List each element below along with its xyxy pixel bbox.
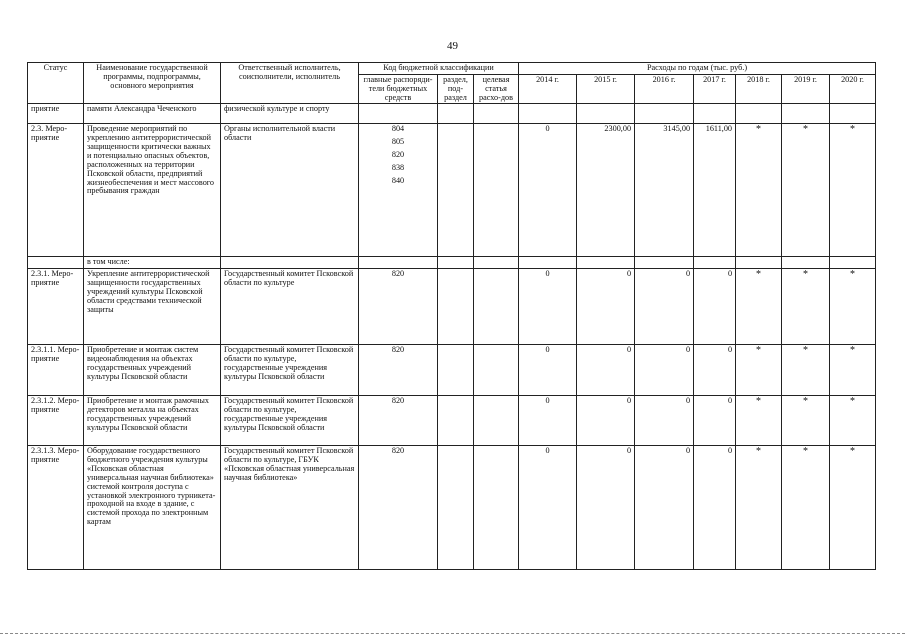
row-grbs-codes [359, 396, 438, 446]
header-budget-code: Код бюджетной классификации [359, 63, 519, 75]
table-row [28, 269, 876, 345]
grbs-code: 804 [391, 124, 405, 134]
row-name: памяти Александра Чеченского [84, 104, 221, 124]
header-year: 2020 г. [830, 74, 876, 104]
row-year-value: * [830, 124, 876, 257]
row-year-value: 0 [577, 396, 635, 446]
row-name: Приобретение и монтаж рамочных детекторов металла на объектах государственных учреждений культуры Псковской области [84, 396, 221, 446]
table-row [28, 257, 876, 269]
row-status [28, 257, 84, 269]
row-responsible: Государственный комитет Псковской области по культуре, государственные учреждения культуры Псковской области [221, 396, 359, 446]
row-year-value: 0 [577, 269, 635, 345]
header-target: целевая статья расхо-дов [474, 74, 519, 104]
row-year-value: * [782, 345, 830, 396]
row-target [474, 396, 519, 446]
row-year-value: 0 [519, 269, 577, 345]
table-row [28, 396, 876, 446]
table-row [28, 124, 876, 257]
row-year-value: 0 [519, 446, 577, 570]
grbs-code: 820 [391, 446, 405, 456]
row-year-value: 1611,00 [694, 124, 736, 257]
table-row [28, 104, 876, 124]
header-year: 2016 г. [635, 74, 694, 104]
row-section [438, 124, 474, 257]
row-target [474, 269, 519, 345]
row-year-value: * [736, 269, 782, 345]
row-year-value: 0 [635, 345, 694, 396]
row-year-value [736, 104, 782, 124]
row-year-value: * [830, 396, 876, 446]
row-year-value: 0 [635, 269, 694, 345]
row-year-value: 0 [694, 446, 736, 570]
row-year-value [577, 104, 635, 124]
grbs-code: 820 [391, 150, 405, 160]
grbs-code: 840 [391, 175, 405, 185]
row-year-value: * [830, 446, 876, 570]
grbs-code: 820 [391, 269, 405, 279]
row-year-value [782, 257, 830, 269]
row-name: Приобретение и монтаж систем видеонаблюдения на объектах государственных учреждений культуры Псковской области [84, 345, 221, 396]
header-expenses: Расходы по годам (тыс. руб.) [519, 63, 876, 75]
row-status: 2.3.1.3. Меро-приятие [28, 446, 84, 570]
header-section: раздел, под-раздел [438, 74, 474, 104]
row-year-value: * [736, 396, 782, 446]
row-name: Укрепление антитеррористической защищенности государственных учреждений культуры Псковской области средствами технической защиты [84, 269, 221, 345]
row-responsible: физической культуре и спорту [221, 104, 359, 124]
row-year-value: * [736, 345, 782, 396]
row-year-value: * [782, 269, 830, 345]
row-year-value: * [782, 124, 830, 257]
row-year-value [694, 257, 736, 269]
grbs-code: 805 [391, 137, 405, 147]
row-year-value: 2300,00 [577, 124, 635, 257]
row-grbs-codes [359, 345, 438, 396]
grbs-code: 838 [391, 163, 405, 173]
row-year-value [694, 104, 736, 124]
row-year-value: 0 [519, 124, 577, 257]
row-year-value: * [782, 446, 830, 570]
header-responsible: Ответственный исполнитель, соисполнители, исполнитель [221, 63, 359, 104]
row-year-value: 0 [577, 446, 635, 570]
row-target [474, 104, 519, 124]
row-year-value [635, 257, 694, 269]
row-section [438, 345, 474, 396]
row-grbs-codes [359, 104, 438, 124]
row-target [474, 257, 519, 269]
header-year: 2015 г. [577, 74, 635, 104]
row-name: в том числе: [84, 257, 221, 269]
header-status: Статус [28, 63, 84, 104]
row-year-value [736, 257, 782, 269]
row-responsible: Государственный комитет Псковской области по культуре, ГБУК «Псковская областная универсальная научная библиотека» [221, 446, 359, 570]
row-year-value [577, 257, 635, 269]
row-responsible [221, 257, 359, 269]
grbs-code: 820 [391, 345, 405, 355]
row-year-value: 0 [694, 396, 736, 446]
row-section [438, 446, 474, 570]
row-year-value [830, 104, 876, 124]
row-status: 2.3. Меро-приятие [28, 124, 84, 257]
header-year: 2019 г. [782, 74, 830, 104]
row-status: 2.3.1. Меро-приятие [28, 269, 84, 345]
table-row [28, 446, 876, 570]
header-year: 2017 г. [694, 74, 736, 104]
row-section [438, 269, 474, 345]
row-year-value: 0 [635, 396, 694, 446]
header-year: 2014 г. [519, 74, 577, 104]
row-status: 2.3.1.2. Меро-приятие [28, 396, 84, 446]
row-year-value: * [736, 446, 782, 570]
row-section [438, 396, 474, 446]
header-year: 2018 г. [736, 74, 782, 104]
page-bottom-rule [0, 633, 905, 634]
row-grbs-codes [359, 269, 438, 345]
row-year-value: 0 [577, 345, 635, 396]
row-year-value [635, 104, 694, 124]
row-name: Оборудование государственного бюджетного учреждения культуры «Псковская областная универсальная научная библиотека» системой контроля доступа с установкой электронного турникета-проходной на входе в здание, с системой прохода по электронным картам [84, 446, 221, 570]
header-grbs: главные распоряди-тели бюджетных средств [359, 74, 438, 104]
row-year-value: 0 [635, 446, 694, 570]
row-status: 2.3.1.1. Меро-приятие [28, 345, 84, 396]
row-year-value [782, 104, 830, 124]
row-grbs-codes [359, 446, 438, 570]
budget-table [27, 62, 876, 570]
grbs-code: 820 [391, 396, 405, 406]
row-year-value: * [830, 269, 876, 345]
row-status: приятие [28, 104, 84, 124]
row-year-value: 0 [694, 269, 736, 345]
row-year-value: 3145,00 [635, 124, 694, 257]
row-grbs-codes [359, 124, 438, 257]
row-section [438, 257, 474, 269]
row-responsible: Органы исполнительной власти области [221, 124, 359, 257]
table-body [28, 104, 876, 570]
header-name: Наименование государственной программы, подпрограммы, основного мероприятия [84, 63, 221, 104]
row-year-value: * [736, 124, 782, 257]
page-number: 49 [447, 40, 458, 52]
row-year-value [830, 257, 876, 269]
row-year-value: 0 [519, 345, 577, 396]
row-year-value: * [830, 345, 876, 396]
row-name: Проведение мероприятий по укреплению антитеррористической защищенности критически важных и потенциально опасных объектов, расположенных на территории Псковской области, предприятий жизнеобеспечения и мест массового пребывания граждан [84, 124, 221, 257]
row-responsible: Государственный комитет Псковской области по культуре [221, 269, 359, 345]
row-target [474, 345, 519, 396]
row-responsible: Государственный комитет Псковской области по культуре, государственные учреждения культуры Псковской области [221, 345, 359, 396]
header-row-1 [28, 63, 876, 75]
row-target [474, 124, 519, 257]
row-year-value: 0 [519, 396, 577, 446]
table-row [28, 345, 876, 396]
row-target [474, 446, 519, 570]
row-year-value [519, 104, 577, 124]
row-year-value: 0 [694, 345, 736, 396]
row-section [438, 104, 474, 124]
row-grbs-codes [359, 257, 438, 269]
row-year-value [519, 257, 577, 269]
row-year-value: * [782, 396, 830, 446]
